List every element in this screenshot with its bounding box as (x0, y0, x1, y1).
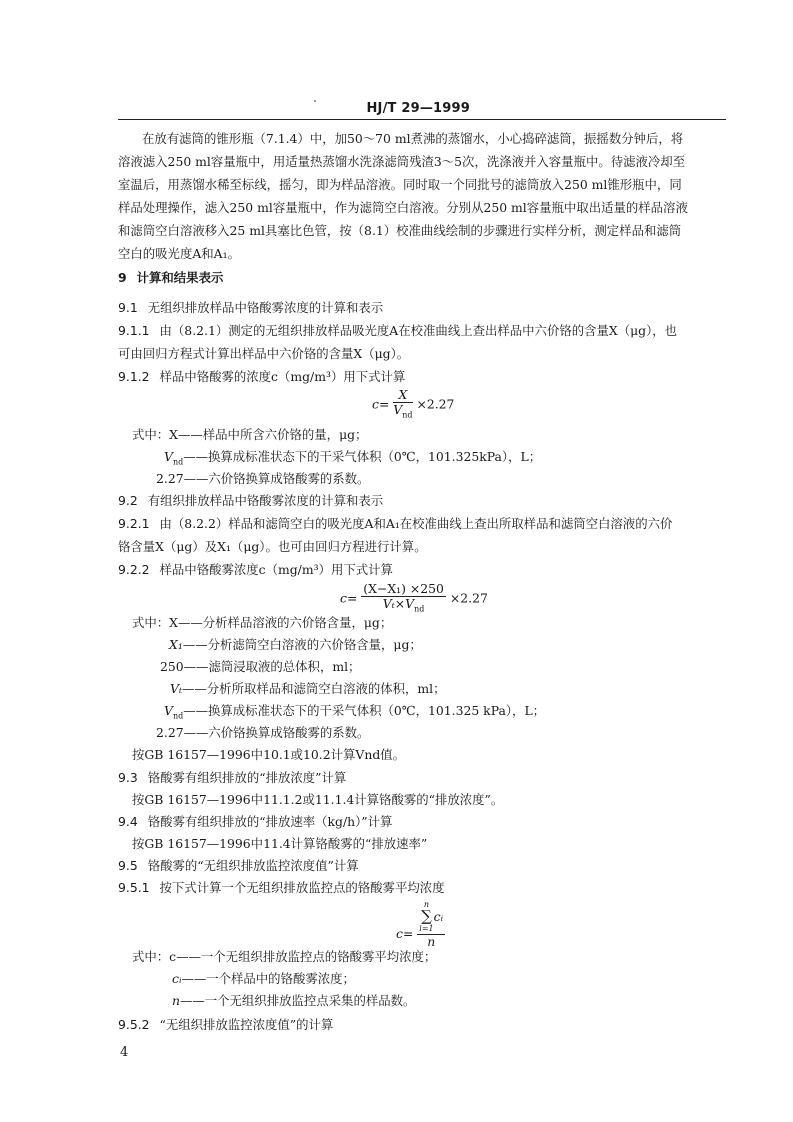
formula-3-sum-term: cᵢ (433, 909, 444, 924)
legend-1-desc-2: ——换算成标准状态下的干采气体积（0℃，101.325kPa），L； (183, 449, 542, 464)
formula-3-sum-upper: n (423, 900, 430, 909)
legend-2-desc-2: ——分析滤筒空白溶液的六价铬含量，μg； (182, 637, 422, 652)
section-9-4-title: 铬酸雾有组织排放的“排放速率（kg/h）”计算 (147, 814, 393, 829)
formula-chromic-acid-concentration (372, 388, 454, 422)
intro-paragraph (118, 129, 730, 264)
standard-code: HJ/T 29—1999 (366, 101, 470, 116)
formula-3-sum-lower: i=1 (419, 924, 434, 933)
section-9-heading (118, 268, 223, 288)
section-9-2-1 (118, 514, 672, 557)
legend-3-symbol-1: 式中：c (132, 949, 177, 964)
section-9-number: 9 (118, 270, 127, 285)
legend-1-desc-3: ——六价铬换算成铬酸雾的系数。 (183, 471, 370, 486)
section-9-2-number: 9.2 (118, 493, 138, 508)
section-9-1-1-line-2: 可由回归方程式计算出样品中六价铬的含量X（μg）。 (118, 346, 410, 361)
intro-line-5: 和滤筒空白溶液移入25 ml具塞比色管，按（8.1）校准曲线绘制的步骤进行实样分析，测定样品和滤筒 (118, 223, 682, 238)
legend-1-desc-1: ——样品中所含六价铬的量，μg； (178, 427, 368, 442)
intro-line-4: 样品处理操作，滤入250 ml容量瓶中，作为滤筒空白溶液。分别从250 ml容量瓶中取出适量的样品溶液 (118, 200, 688, 215)
legend-2-desc-4: ——分析所取样品和滤筒空白溶液的体积，ml； (182, 681, 446, 696)
legend-2-desc-5: ——换算成标准状态下的干采气体积（0℃，101.325 kPa），L； (183, 703, 546, 718)
legend-2-row-3 (160, 657, 360, 677)
legend-2-desc-1: ——分析样品溶液的六价铬含量，μg； (178, 615, 393, 630)
section-9-5-2 (118, 1015, 333, 1035)
legend-2-symbol-3: 250 (160, 659, 184, 674)
section-9-2-2-title: 样品中铬酸雾浓度c（mg/m³）用下式计算 (159, 562, 393, 577)
section-9-1-1 (118, 321, 677, 364)
formula-3-fraction (417, 900, 445, 949)
formula-2-numerator: (X−X₁) ×250 (363, 581, 444, 596)
section-9-title: 计算和结果表示 (136, 270, 224, 285)
legend-3-desc-2: ——一个样品中的铬酸雾浓度； (181, 971, 355, 986)
section-9-1-number: 9.1 (118, 300, 138, 315)
intro-line-6: 空白的吸光度A和A₁。 (118, 246, 240, 261)
legend-3-symbol-3: n (172, 993, 180, 1008)
legend-2-row-6 (156, 723, 369, 743)
section-9-2-2-number: 9.2.2 (118, 562, 150, 577)
formula-2-lhs: c= (340, 590, 358, 606)
page-header (118, 101, 726, 119)
formula-1-fraction (393, 388, 412, 422)
intro-line-3: 室温后，用蒸馏水稀至标线，摇匀，即为样品溶液。同时取一个同批号的滤筒放入250 ml锥形瓶中，同 (118, 177, 682, 192)
section-9-4-body: 按GB 16157—1996中11.4计算铬酸雾的“排放速率” (132, 836, 428, 851)
section-9-2-title: 有组织排放样品中铬酸雾浓度的计算和表示 (147, 493, 384, 508)
section-9-5-2-title: “无组织排放监控浓度值”的计算 (159, 1017, 334, 1032)
formula-1-lhs: c= (372, 396, 390, 412)
section-9-5-1 (118, 878, 445, 898)
section-9-5-1-title: 按下式计算一个无组织排放监控点的铬酸雾平均浓度 (159, 880, 445, 895)
section-9-5-title: 铬酸雾的“无组织排放监控浓度值”计算 (147, 858, 359, 873)
formula-3-numerator (417, 900, 445, 935)
legend-2-symbol-4: Vₜ (170, 681, 183, 696)
section-9-1-2-title: 样品中铬酸雾的浓度c（mg/m³）用下式计算 (159, 369, 406, 384)
section-9-2-1-line-2: 铬含量X（μg）及X₁（μg）。也可由回归方程进行计算。 (118, 539, 427, 554)
note-9-2-2: 按GB 16157—1996中10.1或10.2计算Vnd值。 (132, 747, 406, 762)
legend-1-symbol-2: V (164, 449, 173, 464)
section-9-3-number: 9.3 (118, 770, 138, 785)
section-9-3 (118, 768, 346, 788)
legend-2-symbol-5-subscript: nd (172, 711, 184, 721)
legend-3-row-2 (172, 969, 355, 989)
section-9-1-2 (118, 367, 405, 387)
section-9-5-number: 9.5 (118, 858, 138, 873)
section-9-3-title: 铬酸雾有组织排放的“排放浓度”计算 (147, 770, 347, 785)
legend-2-desc-3: ——滤筒浸取液的总体积，ml； (183, 659, 361, 674)
legend-2-symbol-2: X₁ (169, 637, 183, 652)
section-9-1-1-number: 9.1.1 (118, 323, 150, 338)
legend-1-symbol-2-subscript: nd (172, 457, 184, 467)
section-9-5 (118, 856, 359, 876)
section-9-4 (118, 812, 392, 832)
formula-1-denominator: V (393, 402, 403, 417)
legend-2-row-4 (170, 679, 446, 699)
section-9-2-1-line-1: 由（8.2.2）样品和滤筒空白的吸光度A和A₁在校准曲线上查出所取样品和滤筒空白溶液的六价 (159, 516, 673, 531)
legend-3-row-1 (132, 947, 436, 967)
section-9-1-title: 无组织排放样品中铬酸雾浓度的计算和表示 (147, 300, 384, 315)
section-9-2 (118, 491, 383, 511)
formula-2-denominator: Vₜ×V (382, 596, 415, 611)
formula-3-sum-symbol: ∑ (421, 907, 432, 925)
section-9-3-body: 按GB 16157—1996中11.1.2或11.1.4计算铬酸雾的“排放浓度”。 (132, 792, 504, 807)
section-9-4-number: 9.4 (118, 814, 138, 829)
legend-2-row-2 (169, 635, 422, 655)
legend-3-row-3 (172, 991, 415, 1011)
legend-1-row-3 (156, 469, 369, 489)
header-rule (118, 119, 726, 120)
formula-3-denominator: n (427, 934, 436, 949)
formula-3-lhs: c= (396, 926, 414, 941)
legend-2-row-1 (132, 613, 392, 633)
legend-2-symbol-5: V (164, 703, 173, 718)
legend-1-symbol-1: 式中：X (132, 427, 178, 442)
legend-3-desc-1: ——一个无组织排放监控点的铬酸雾平均浓度； (176, 949, 437, 964)
section-9-5-2-number: 9.5.2 (118, 1017, 150, 1032)
section-9-1 (118, 298, 383, 318)
formula-average-concentration (396, 900, 445, 949)
intro-line-2: 溶液滤入250 ml容量瓶中，用适量热蒸馏水洗涤滤筒残渣3～5次，洗涤液并入容量瓶中。待滤液冷却至 (118, 154, 686, 169)
section-9-1-1-line-1: 由（8.2.1）测定的无组织排放样品吸光度A在校准曲线上查出样品中六价铬的含量X（μg），也 (159, 323, 678, 338)
legend-3-symbol-2: cᵢ (172, 971, 182, 986)
formula-2-denominator-subscript: nd (414, 604, 425, 614)
section-9-1-2-number: 9.1.2 (118, 369, 150, 384)
section-9-2-1-number: 9.2.1 (118, 516, 150, 531)
legend-2-symbol-1: 式中：X (132, 615, 178, 630)
legend-3-desc-3: ——一个无组织排放监控点采集的样品数。 (179, 993, 416, 1008)
legend-1-symbol-3: 2.27 (156, 471, 184, 486)
formula-1-rhs: ×2.27 (416, 396, 455, 412)
section-9-5-1-number: 9.5.1 (118, 880, 150, 895)
formula-2-fraction (361, 582, 446, 616)
formula-organized-emission-concentration (340, 582, 488, 616)
page-number: 4 (120, 1045, 129, 1060)
legend-1-row-1 (132, 425, 367, 445)
section-9-2-2 (118, 560, 393, 580)
formula-2-rhs: ×2.27 (449, 590, 488, 606)
formula-1-numerator: X (393, 388, 412, 403)
legend-2-desc-6: ——六价铬换算成铬酸雾的系数。 (183, 725, 370, 740)
intro-line-1: 在放有滤筒的锥形瓶（7.1.4）中，加50～70 ml煮沸的蒸馏水，小心捣碎滤筒，振摇数分钟后，将 (142, 131, 684, 146)
legend-2-symbol-6: 2.27 (156, 725, 184, 740)
formula-1-denominator-subscript: nd (402, 410, 413, 420)
